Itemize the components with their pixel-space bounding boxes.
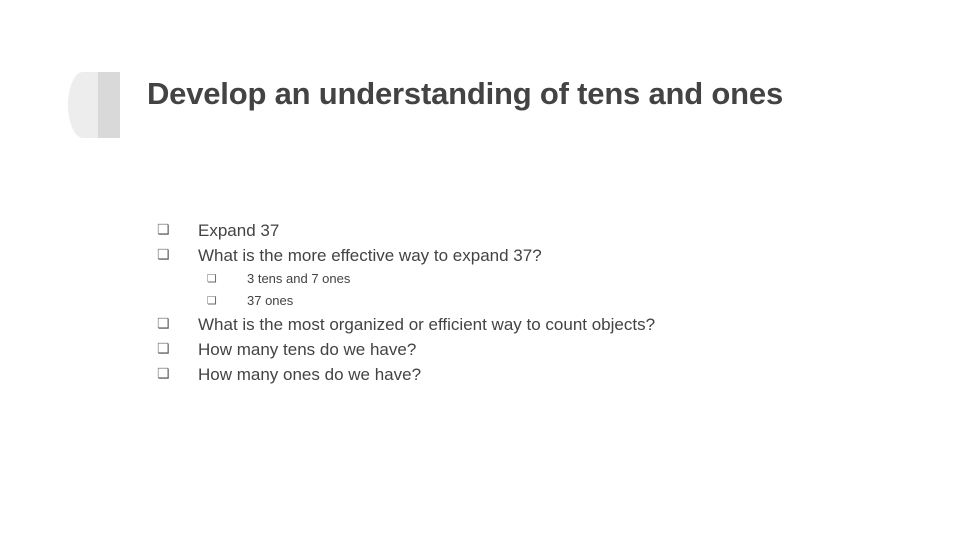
bullet-square-icon: ❏ [207,294,217,307]
list-item-label: How many ones do we have? [198,365,422,384]
quarter-circle-decoration-icon [68,72,120,138]
list-item-label: Expand 37 [198,221,280,240]
bullet-square-icon: ❏ [157,247,170,263]
bullet-list-container [155,218,915,387]
bullet-square-icon: ❏ [157,366,170,382]
list-item [155,218,915,243]
bullet-list-level1 [155,218,915,387]
list-item [155,362,915,387]
bullet-square-icon: ❏ [207,272,217,285]
decor-shape-inner [68,72,98,138]
list-item [155,290,915,312]
bullet-square-icon: ❏ [157,341,170,357]
list-item [155,337,915,362]
bullet-square-icon: ❏ [157,316,170,332]
page-title: Develop an understanding of tens and ones [147,76,783,111]
list-item-label: 3 tens and 7 ones [247,271,351,286]
list-item [155,312,915,337]
list-item-label: 37 ones [247,293,294,308]
list-item-label: How many tens do we have? [198,340,417,359]
list-item-label: What is the most organized or efficient way to count objects? [198,315,656,334]
list-item-label: What is the more effective way to expand 37? [198,246,542,265]
list-item [155,243,915,268]
bullet-square-icon: ❏ [157,222,170,238]
list-item [155,268,915,290]
